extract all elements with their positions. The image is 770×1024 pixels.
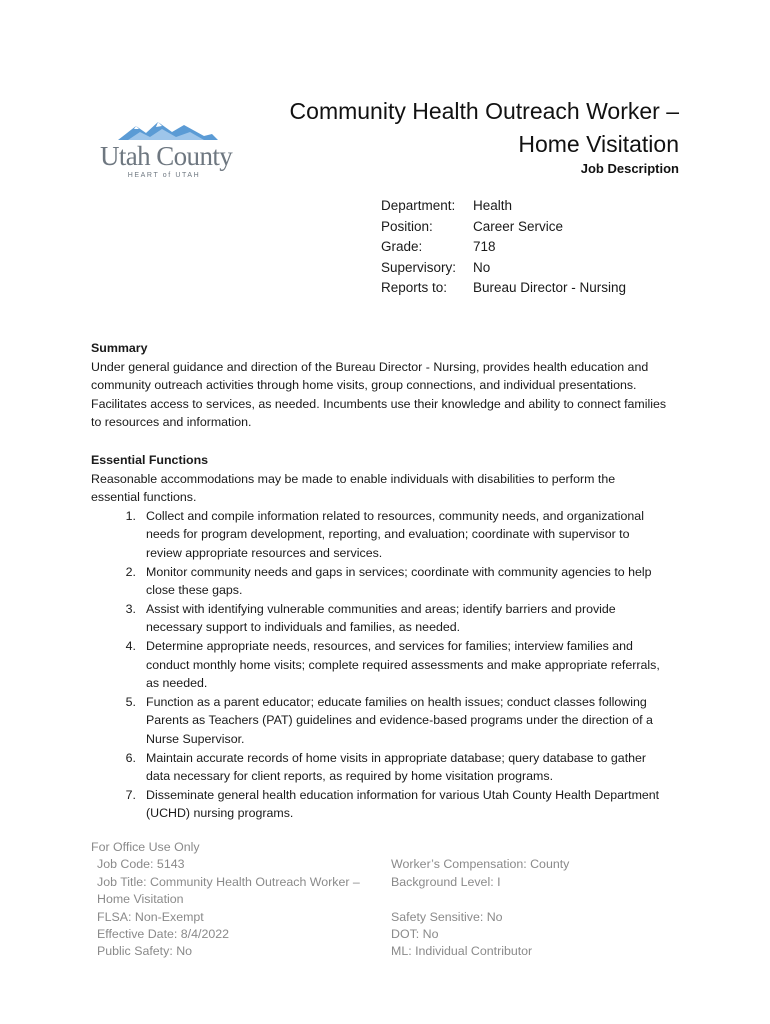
info-value: Career Service: [473, 218, 564, 234]
page-title: [239, 95, 679, 161]
summary-section: [91, 339, 691, 432]
page-subtitle: Job Description: [580, 161, 679, 176]
list-item: [91, 786, 691, 823]
job-code: Job Code: 5143: [97, 857, 185, 872]
safety-sensitive: Safety Sensitive: No: [391, 909, 503, 924]
office-use-section: [91, 839, 691, 961]
list-item: [91, 507, 691, 563]
list-item-number: 1.: [125, 508, 136, 523]
title-line-1: Community Health Outreach Worker –: [289, 98, 679, 124]
list-item-line: (UCHD) nursing programs.: [146, 806, 294, 821]
essential-functions-section: [91, 451, 691, 823]
list-item-line: conduct monthly home visits; complete required assessments and make appropriate referrals,: [146, 657, 660, 672]
info-row-department: [381, 196, 626, 217]
title-line-2: Home Visitation: [518, 131, 679, 157]
effective-date: Effective Date: 8/4/2022: [97, 927, 230, 942]
workers-compensation: Worker’s Compensation: County: [391, 857, 570, 872]
list-item-line: Collect and compile information related to resources, community needs, and organizational: [146, 508, 644, 523]
list-item-line: Monitor community needs and gaps in services; coordinate with community agencies to help: [146, 564, 652, 579]
list-item-number: 5.: [125, 694, 136, 709]
list-item-text: [146, 749, 681, 786]
list-item-line: necessary support to individuals and families, as needed.: [146, 620, 461, 635]
position-info: [381, 196, 626, 299]
list-item-text: [146, 693, 681, 749]
list-item-number: 4.: [125, 638, 136, 653]
office-use-right-column: [391, 856, 681, 960]
list-item-line: Nurse Supervisor.: [146, 731, 245, 746]
info-row-grade: [381, 237, 626, 258]
list-item-text: [146, 563, 681, 600]
list-item-text: [146, 786, 681, 823]
list-item-line: close these gaps.: [146, 583, 243, 598]
info-label: Department:: [381, 198, 456, 213]
list-item-line: review appropriate resources and services.: [146, 545, 383, 560]
list-item-line: needs for program development, reporting, and evaluation; coordinate with supervisor to: [146, 527, 630, 542]
job-title-line-1: Job Title: Community Health Outreach Worker –: [97, 874, 360, 889]
essential-functions-list: [91, 507, 691, 823]
summary-line: community outreach activities through home visits, group connections, and individual presentations.: [91, 378, 637, 393]
office-use-left-column: [91, 856, 391, 960]
info-value: Health: [473, 198, 513, 213]
summary-line: Facilitates access to services, as needed. Incumbents use their knowledge and ability to connect families: [91, 396, 667, 411]
list-item-line: as needed.: [146, 676, 208, 691]
info-value: Bureau Director - Nursing: [473, 280, 627, 295]
flsa-status: FLSA: Non-Exempt: [97, 909, 204, 924]
summary-heading: Summary: [91, 341, 148, 355]
list-item: [91, 600, 691, 637]
list-item: [91, 749, 691, 786]
list-item-number: 7.: [125, 787, 136, 802]
logo-wordmark: Utah County: [100, 141, 233, 171]
office-use-grid: [91, 856, 691, 960]
ml-classification: ML: Individual Contributor: [391, 944, 533, 959]
summary-line: to resources and information.: [91, 415, 252, 430]
job-title-line-2: Home Visitation: [97, 892, 184, 907]
list-item-line: Parents as Teachers (PAT) guidelines and evidence-based programs under the direction of a: [146, 713, 653, 728]
summary-line: Under general guidance and direction of the Bureau Director - Nursing, provides health education and: [91, 359, 649, 374]
list-item-text: [146, 637, 681, 693]
list-item-number: 6.: [125, 750, 136, 765]
list-item-number: 2.: [125, 564, 136, 579]
list-item: [91, 637, 691, 693]
list-item: [91, 693, 691, 749]
list-item-line: data necessary for client reports, as required by home visitation programs.: [146, 769, 554, 784]
list-item-number: 3.: [125, 601, 136, 616]
public-safety: Public Safety: No: [97, 944, 193, 959]
logo-tagline: HEART of UTAH: [127, 172, 201, 179]
info-label: Position:: [381, 218, 433, 234]
essential-intro-line: essential functions.: [91, 490, 197, 505]
list-item-line: Maintain accurate records of home visits in appropriate database; query database to gather: [146, 750, 647, 765]
info-value: 718: [473, 239, 496, 254]
list-item-line: Determine appropriate needs, resources, and services for families; interview families and: [146, 638, 633, 653]
list-item-text: [146, 600, 681, 637]
essential-intro-line: Reasonable accommodations may be made to enable individuals with disabilities to perform the: [91, 471, 616, 486]
info-row-reports-to: [381, 278, 626, 299]
dot-status: DOT: No: [391, 927, 439, 942]
list-item-line: Function as a parent educator; educate families on health issues; conduct classes following: [146, 694, 647, 709]
info-row-position: [381, 217, 626, 238]
info-row-supervisory: [381, 258, 626, 279]
office-use-title: For Office Use Only: [91, 840, 200, 854]
list-item-line: Disseminate general health education information for various Utah County Health Department: [146, 787, 660, 802]
info-value: No: [473, 259, 491, 275]
essential-heading: Essential Functions: [91, 453, 209, 467]
info-label: Grade:: [381, 239, 423, 254]
list-item: [91, 563, 691, 600]
info-label: Supervisory:: [381, 259, 457, 275]
list-item-text: [146, 507, 681, 563]
list-item-line: Assist with identifying vulnerable communities and areas; identify barriers and provide: [146, 601, 616, 616]
background-level: Background Level: I: [391, 874, 501, 889]
info-label: Reports to:: [381, 280, 448, 295]
utah-county-logo: [100, 120, 232, 179]
